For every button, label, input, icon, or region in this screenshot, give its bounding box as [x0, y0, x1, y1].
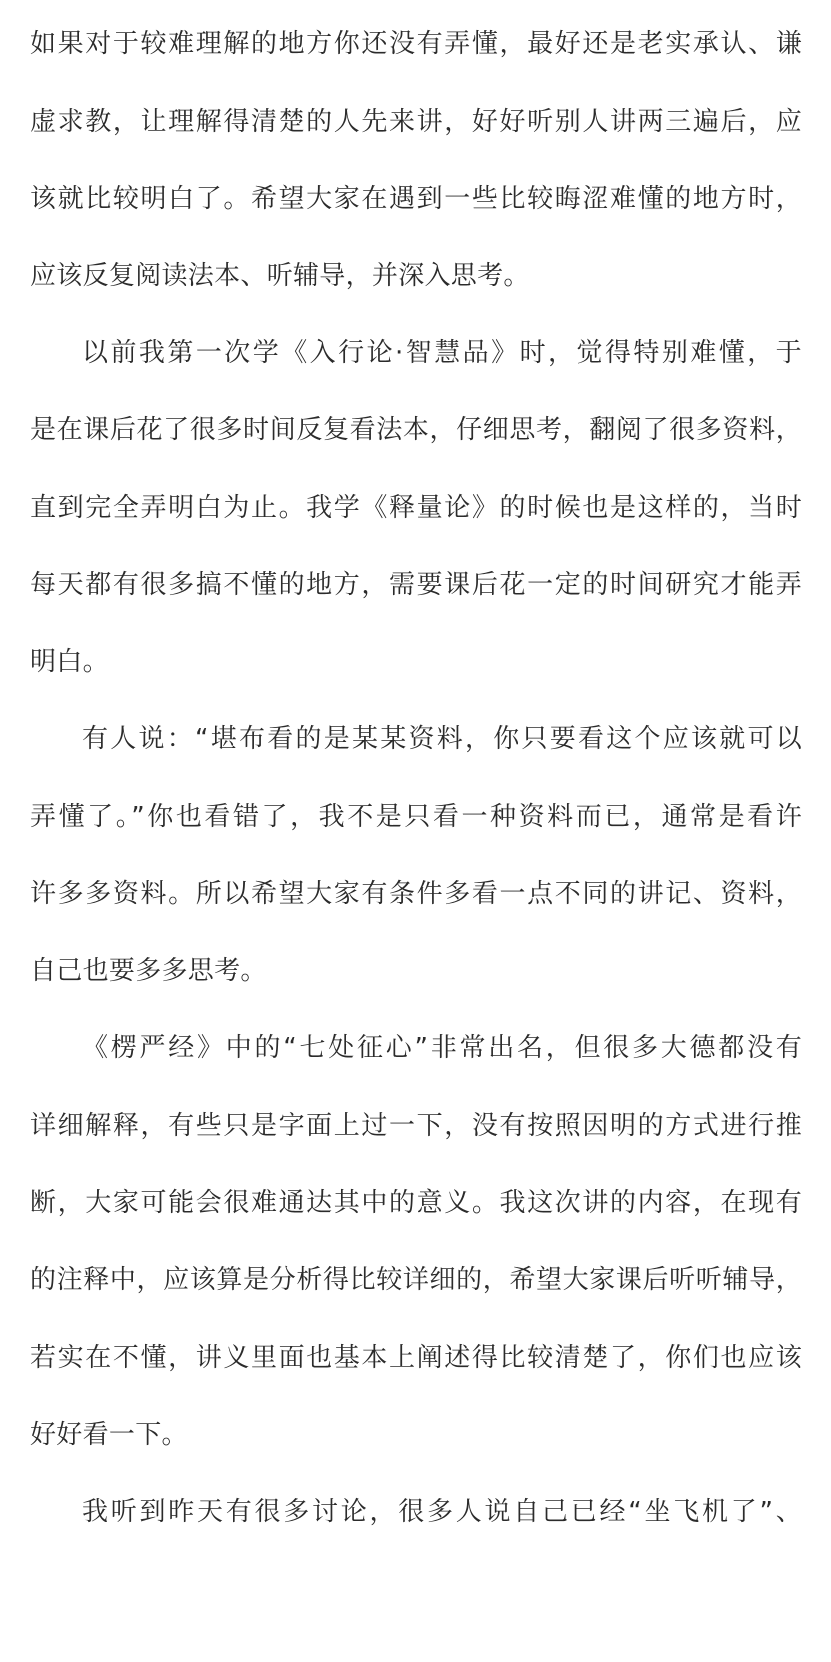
text-line: 详细解释，有些只是字面上过一下，没有按照因明的方式进行推 [30, 1111, 802, 1141]
text-line: 应该反复阅读法本、听辅导，并深入思考。 [30, 261, 530, 291]
text-line: 自己也要多多思考。 [30, 956, 267, 986]
text-line: 明白。 [30, 647, 109, 677]
text-line: 断，大家可能会很难通达其中的意义。我这次讲的内容，在现有 [30, 1188, 802, 1218]
text-line: 《楞严经》中的“七处征心”非常出名，但很多大德都没有 [82, 1033, 802, 1063]
text-line: 有人说：“堪布看的是某某资料，你只要看这个应该就可以 [82, 724, 802, 754]
text-line: 直到完全弄明白为止。我学《释量论》的时候也是这样的，当时 [30, 493, 802, 523]
text-line: 是在课后花了很多时间反复看法本，仔细思考，翻阅了很多资料， [30, 415, 802, 445]
text-line: 以前我第一次学《入行论·智慧品》时，觉得特别难懂，于 [82, 338, 802, 368]
text-line: 好好看一下。 [30, 1420, 188, 1450]
text-line: 该就比较明白了。希望大家在遇到一些比较晦涩难懂的地方时， [30, 184, 802, 214]
text-line: 如果对于较难理解的地方你还没有弄懂，最好还是老实承认、谦 [30, 29, 802, 59]
text-line: 我听到昨天有很多讨论，很多人说自己已经“坐飞机了”、 [82, 1497, 802, 1527]
text-line: 许多多资料。所以希望大家有条件多看一点不同的讲记、资料， [30, 879, 802, 909]
text-line: 的注释中，应该算是分析得比较详细的，希望大家课后听听辅导， [30, 1265, 802, 1295]
text-line: 弄懂了。”你也看错了，我不是只看一种资料而已，通常是看许 [30, 802, 802, 832]
text-line: 虚求教，让理解得清楚的人先来讲，好好听别人讲两三遍后，应 [30, 107, 802, 137]
text-line: 若实在不懂，讲义里面也基本上阐述得比较清楚了，你们也应该 [30, 1343, 802, 1373]
text-line: 每天都有很多搞不懂的地方，需要课后花一定的时间研究才能弄 [30, 570, 802, 600]
